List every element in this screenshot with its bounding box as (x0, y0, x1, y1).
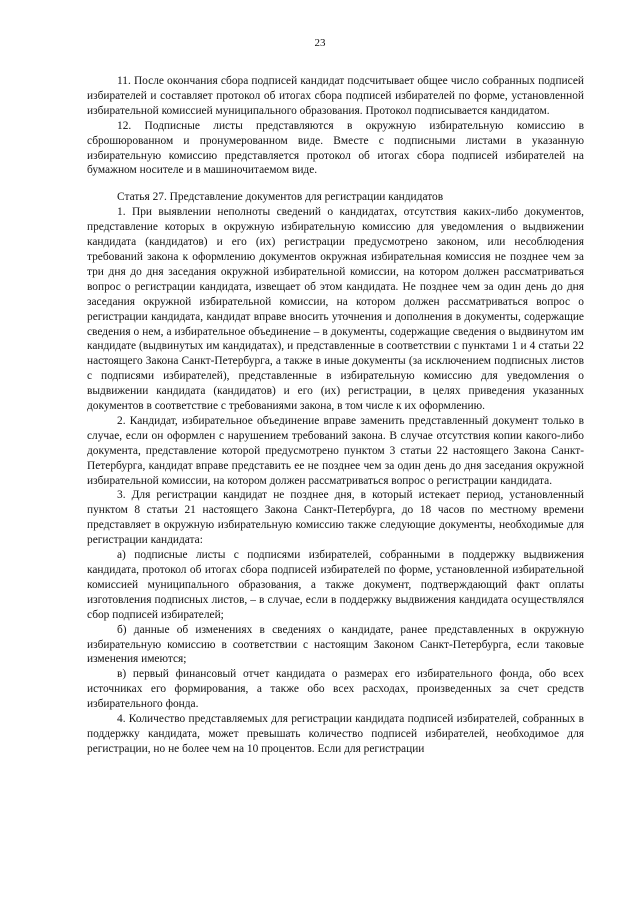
paragraph-2: 2. Кандидат, избирательное объединение вправе заменить представленный документ только в случае, если он оформлен с нарушением требований закона. В случае отсутствия копии какого-либо документа, представление которой предусмотрено пунктом 3 статьи 22 настоящего Закона Санкт-Петербурга, кандидат вправе представить ее не позднее чем за один день до дня заседания окружной избирательной комиссии, на котором должен рассматриваться вопрос о регистрации кандидата. (87, 414, 584, 487)
paragraph-1: 1. При выявлении неполноты сведений о кандидатах, отсутствия каких-либо документов, представление которых в окружную избирательную комиссию для уведомления о выдвижении кандидата (кандидатов) и его (их) регистрации предусмотрено законом, или несоблюдения требований закона к оформлению документов окружная избирательная комиссия не позднее чем за три дня до дня заседания окружной избирательной комиссии, на котором должен рассматриваться вопрос о регистрации кандидата, извещает об этом кандидата. Не позднее чем за один день до дня заседания окружной избирательной комиссии, на котором должен рассматриваться вопрос о регистрации кандидата, кандидат вправе вносить уточнения и дополнения в документы, содержащие сведения о нем, а избирательное объединение – в документы, содержащие сведения о выдвинутом им кандидате (выдвинутых им кандидатах), и представленные в соответствии с пунктами 1 и 4 статьи 22 настоящего Закона Санкт-Петербурга, а также в иные документы (за исключением подписных листов с подписями избирателей), представленные в избирательную комиссию для уведомления о выдвижении кандидата (кандидатов) и его (их) регистрации, в целях приведения указанных документов в соответствие с требованиями закона, в том числе к их оформлению. (87, 206, 584, 413)
paragraph-12: 12. Подписные листы представляются в окружную избирательную комиссию в сброшюрованном и пронумерованном виде. Вместе с подписными листами в указанную избирательную комиссию представляется протокол об итогах сбора подписей избирателей на бумажном носителе и в машиночитаемом виде. (87, 119, 584, 177)
subparagraph-b: б) данные об изменениях в сведениях о кандидате, ранее представленных в окружную избирательную комиссию в соответствии с настоящим Законом Санкт-Петербурга, если таковые изменения имеются; (87, 623, 584, 666)
paragraph-11: 11. После окончания сбора подписей кандидат подсчитывает общее число собранных подписей избирателей и составляет протокол об итогах сбора подписей избирателей по форме, установленной избирательной комиссией муниципального образования. Протокол подписывается кандидатом. (87, 75, 584, 117)
subparagraph-v: в) первый финансовый отчет кандидата о размерах его избирательного фонда, обо всех источниках его формирования, а также обо всех расходах, произведенных за счет средств избирательного фонда. (87, 668, 584, 711)
paragraph-4: 4. Количество представляемых для регистрации кандидата подписей избирателей, собранных в поддержку кандидата, может превышать количество подписей избирателей, необходимое для регистрации, но не более чем на 10 процентов. Если для регистрации (87, 713, 584, 755)
article-27-heading: Статья 27. Представление документов для регистрации кандидатов (117, 191, 444, 204)
paragraph-3: 3. Для регистрации кандидат не позднее дня, в который истекает период, установленный пунктом 8 статьи 21 настоящего Закона Санкт-Петербурга, до 18 часов по местному времени представляет в окружную избирательную комиссию также следующие документы, необходимые для регистрации кандидата: (87, 489, 584, 547)
document-body (87, 74, 584, 757)
subparagraph-a: а) подписные листы с подписями избирателей, собранными в поддержку выдвижения кандидата, протокол об итогах сбора подписей избирателей по форме, установленной избирательной комиссией муниципального образования, а также документ, подтверждающий факт оплаты изготовления подписных листов, – в случае, если в поддержку выдвижения кандидата осуществлялся сбор подписей избирателей; (87, 549, 584, 621)
page-number: 23 (314, 37, 326, 49)
